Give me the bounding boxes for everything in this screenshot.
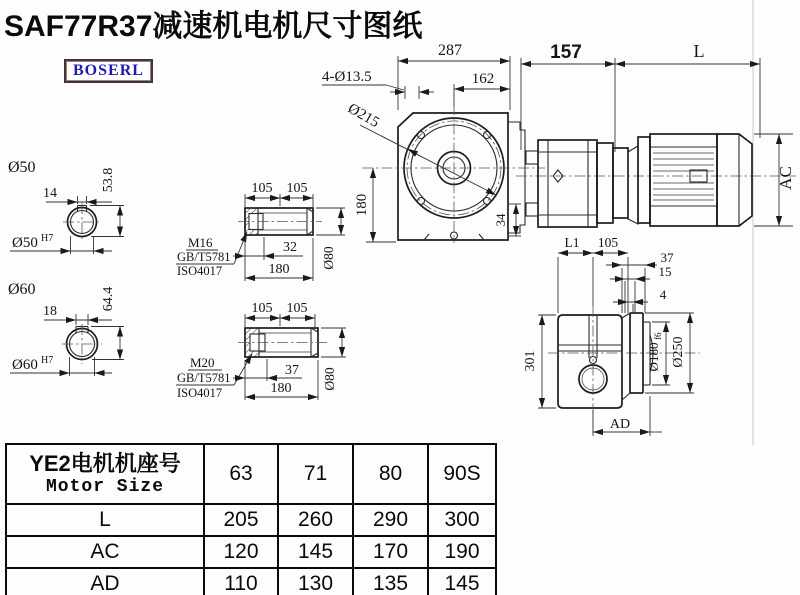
table-cell: 145 [278,536,353,568]
m20-dim-o80-label: Ø80 [322,367,337,391]
shaft60-key-height-label: 64.4 [101,286,116,312]
m16-std-iso-label: ISO4017 [177,264,223,278]
rear-dim-o180-tol-label: f6 [653,332,663,340]
rear-dim-o250-label: Ø250 [671,336,686,368]
rear-dim-301-label: 301 [523,350,538,372]
rear-dim-l1-label: L1 [564,235,580,250]
table-header-cell [6,444,204,504]
motor-fins [653,153,714,200]
rear-dim-ad-label: AD [609,417,631,432]
table-row-l [6,504,496,536]
front-view [322,42,545,243]
dim-157-label: 157 [550,42,582,63]
rear-dim-105-label: 105 [597,235,619,250]
table-cell: 205 [204,504,278,536]
m16-dim-180-label: 180 [268,262,290,277]
m20-thread-label: M20 [190,355,215,370]
m20-dim-37-label: 37 [285,363,299,378]
table-cell: 130 [278,568,353,595]
m20-std-iso-label: ISO4017 [177,386,223,400]
row-label: AC [6,536,204,568]
header-en: Motor Size [45,476,165,497]
dim-bolt-holes-label: 4-Ø13.5 [322,69,372,85]
motor-size-80: 80 [353,444,428,504]
shaft60-key-width-label: 18 [43,304,57,319]
shaft50-key-width-label: 14 [43,186,57,201]
row-label: AD [6,568,204,595]
rear-dim-37-label: 37 [660,250,674,265]
shaft-detail-m20 [176,301,346,400]
shaft60-label: Ø60 [8,281,36,298]
table-cell: 135 [353,568,428,595]
shaft-detail-m16 [176,181,345,281]
dim-motor-ac-label: AC [776,166,795,190]
m16-dim-105-right: 105 [286,181,308,196]
rear-view [523,235,700,436]
rear-dim-o180-label: Ø180 [646,342,661,372]
table-row-ac [6,536,496,568]
m20-dim-105-left: 105 [251,301,273,316]
table-header-row [6,444,496,504]
m20-dim-180-label: 180 [270,381,292,396]
shaft60-bore-tol-label: H7 [41,355,54,366]
brand-logo-text: BOSERL [73,62,144,79]
row-label: L [6,504,204,536]
rear-dim-15-label: 15 [658,264,672,279]
shaft-section-o50 [8,159,124,254]
m16-dim-o80-label: Ø80 [321,246,336,270]
motor-size-90s: 90S [428,444,496,504]
shaft-section-o60 [8,281,124,376]
m20-dim-105-right: 105 [286,301,308,316]
m16-dim-105-left: 105 [251,181,273,196]
table-cell: 290 [353,504,428,536]
shaft60-bore-label: Ø60 [12,357,38,373]
shaft50-label: Ø50 [8,159,36,176]
shaft50-key-height-label: 53.8 [101,167,116,193]
rear-dim-4-label: 4 [659,287,667,302]
m16-dim-32-label: 32 [283,240,297,255]
dim-motor-length-label: L [693,41,705,61]
dim-287-label: 287 [438,42,462,59]
table-cell: 120 [204,536,278,568]
motor-size-71: 71 [278,444,353,504]
table-cell: 300 [428,504,496,536]
m16-thread-label: M16 [188,235,213,250]
shaft50-bore-tol-label: H7 [41,233,54,244]
table-cell: 110 [204,568,278,595]
table-cell: 260 [278,504,353,536]
dim-flange-dia-label: Ø215 [345,100,382,132]
table-cell: 145 [428,568,496,595]
dim-162-label: 162 [471,71,495,87]
dim-34-label: 34 [493,213,508,227]
m16-std-gb-label: GB/T5781 [177,250,231,264]
header-cn: YE2电机机座号 [29,451,181,477]
motor-size-table [5,443,497,595]
page-title: SAF77R37减速机电机尺寸图纸 [4,10,423,43]
shaft50-bore-label: Ø50 [12,235,38,251]
table-cell: 170 [353,536,428,568]
m20-std-gb-label: GB/T5781 [177,371,231,385]
dim-180-front-label: 180 [354,193,370,217]
motor-size-63: 63 [204,444,278,504]
table-row-ad [6,568,496,595]
table-cell: 190 [428,536,496,568]
